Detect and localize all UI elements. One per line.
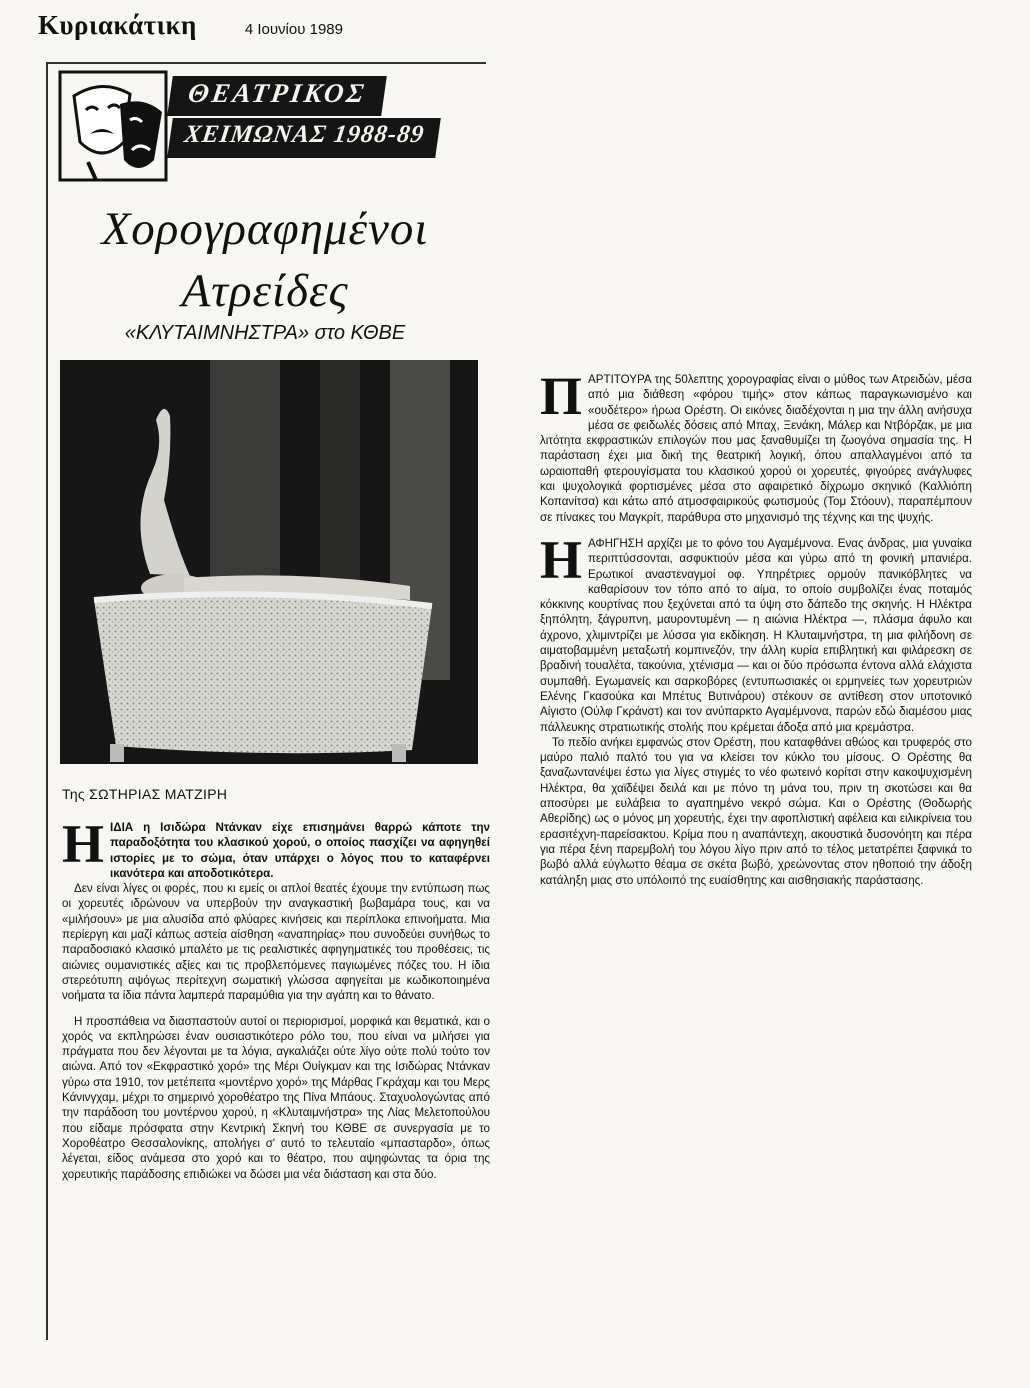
newspaper-name: Κυριακάτικη	[38, 10, 197, 40]
masthead	[38, 10, 538, 50]
drop-cap: Π	[540, 366, 583, 426]
article-paragraph: Η προσπάθεια να διασπαστούν αυτοί οι περιορισμοί, μορφικά και θεματικά, και ο χορός να εκπληρώσει έναν ουσιαστικότερο ρόλο του, που είναι να μιλήσει για πράγματα που δεν λέγονται με τα λόγια, αγκαλιάζει ούτε λίγο ούτε πολύ τούτο τον αιώνα. Από τον «Εκφραστικό χορό» της Μέρι Ουίγκμαν και της Ισιδώρας Ντάνκαν γύρω στα 1910, τον μετέπειτα «μοντέρνο χορό» της Μάρθας Γκράχαμ και του Μερς Κάνινγχαμ, μέχρι το σημερινό χοροθέατρο της Πίνα Μπάους. Σταχυολογώντας από την παράδοση του μοντέρνου χορού, η «Κλυταιμνήστρα» της Λίας Μελετοπούλου που είδαμε πρόσφατα στην Κεντρική Σκηνή του ΚΘΒΕ σε συνεργασία με το Χοροθέατρο Θεσσαλονίκης, απολήγει σ' αυτό το τελευταίο «μπασταρδο», όπως λέγεται, είδος ανάμεσα στο χορό και το θέατρο, που αψηφώντας τα όρια της χορευτικής παράδοσης επιδιώκει να δώσει μια νέα διάσταση και στα δύο.	[62, 1014, 490, 1181]
article-title-line2: Ατρείδες	[181, 265, 349, 317]
article-section	[540, 366, 972, 525]
drop-cap: Η	[62, 814, 105, 874]
byline: Της ΣΩΤΗΡΙΑΣ ΜΑΤΖΙΡΗ	[62, 786, 228, 802]
article-subtitle: «ΚΛΥΤΑΙΜΝΗΣΤΡΑ» στο ΚΘΒΕ	[124, 322, 406, 344]
column-rule-vertical	[46, 62, 48, 1340]
lead-text: ΙΔΙΑ η Ισιδώρα Ντάνκαν είχε επισημάνει θαρρώ κάποτε την παραδοξότητα του κλασικού χορού, ο οποίος πασχίζει να αφηγηθεί ιστορίες με το σώμα, όταν υπάρχει ο λόγος που το καταφέρνει ικανότερα και αποδοτικότερα.	[110, 821, 490, 880]
section-text: ΑΡΤΙΤΟΥΡΑ της 50λεπτης χορογραφίας είναι ο μύθος των Ατρειδών, μέσα από μια διάθεση «φόρου τιμής» στον κάπως παραγκωνισμένο και «ουδέτερο» ήρωα Ορέστη. Οι εικόνες διαδέχονται η μια την άλλη ανήσυχα μέσα σε φειδωλές δόσεις από Μπαχ, Ξενάκη, Μάλερ και Ντβόρζακ, με μια λιτότητα εκφραστικών επιλογών που μας ξαναθυμίζει τη ζωογόνα σημασία της. Η παράσταση έχει μια δική της θεατρική λογική, όπου απαλλαγμένοι από τα ωραιοπαθή φτερουγίσματα του κλασικού χορού οι χορευτές, φιγούρες ανάγλυφες και ψυχολογικά φορτισμένες μέσα στο αφαιρετικό δίχρωμο σκηνικό (Καλλιόπη Κοπανίτσα) και κάτω από ατμοσφαιρικούς φωτισμούς (Τομ Στόουν), παραπέμπουν σε πίνακες του Μαγκρίτ, παράθυρα στο μηχανισμό της τέχνης και της ψυχής.	[540, 373, 972, 524]
article-left-column	[62, 814, 490, 1182]
article-paragraph: Το πεδίο ανήκει εμφανώς στον Ορέστη, που καταφθάνει αθώος και τρυφερός στο μαύρο παλιό παλτό του για να κλείσει τον κύκλο του μίσους. Ο Ορέστης θα ξαναζωντανέψει έστω για λίγες στιγμές το νέο φωτεινό κορίτσι στην κακοψυχισμένη Ηλέκτρα, θα χαϊδέψει δειλά και με πόνο τη μάνα του, πριν τη σκοτώσει και θα αποσύρει με ευλάβεια το αγαπημένο νεκρό σώμα. Και ο Ορέστης (Θοδωρής Αθερίδης) ως ο μόνος μη χορευτής, έχει την αφοπλιστική αφέλεια και ειλικρίνεια του ερασιτέχνη-παρείσακτου. Κρίμα που η αναπάντεχη, ακουστικά δυσονόητη και πέρα για πέρα ξένη παρεμβολή του λόγου λίγο πριν από το τέλος μετατρέπει ξαφνικά το βωβό αλλά εύγλωττο θέαμα σε σκέτα βωβό, χρεώνοντας στον ηθοποιό την άδοξη κατάληξη μιας στο υπόλοιπό της ευαίσθητης και αισθησιακής παράστασης.	[540, 735, 972, 887]
series-title-line2: ΧΕΙΜΩΝΑΣ 1988-89	[167, 118, 440, 158]
article-title-line1: Χορογραφημένοι	[101, 203, 429, 255]
series-logo	[58, 68, 478, 186]
photo-illustration	[60, 360, 478, 764]
theatre-masks-icon	[58, 68, 170, 186]
article-right-column	[540, 366, 972, 888]
column-rule-horizontal	[46, 62, 486, 64]
series-title-line1: ΘΕΑΤΡΙΚΟΣ	[167, 76, 387, 116]
article-section	[540, 529, 972, 735]
section-text: ΑΦΗΓΗΣΗ αρχίζει με το φόνο του Αγαμέμνονα. Ενας άνδρας, μια γυναίκα περιπτύσσονται, ασφυκτιούν μέσα και γύρω από τη φονική μπανιέρα. Ερωτικοί αναστεναγμοί οφ. Υπηρέτριες ορμούν πανικόβλητες να καθαρίσουν τον τόπο από το αίμα, το οποίο συμβολίζει ένας ποταμός κόκκινης κουρτίνας που ξεχύνεται από τα ύψη στο δάπεδο της σκηνής. Η Ηλέκτρα ξηπόλητη, ξάγρυπνη, μαυροντυμένη — η αιώνια Ηλέκτρα —, πλάσμα άφυλο και άχρονο, χλιμιντρίζει με λύσσα για εκδίκηση. Η Κλυταιμνήστρα, τη μια φιλήδονη σε αιματοβαμμένη μεταξωτή κομπινεζόν, την άλλη κυρία επιβλητική και φιλάρεσκη σε βραδινή τουαλέτα, τακούνια, χτένισμα — και οι δύο πρόσωπα έντονα αλλά ελάχιστα συμπαθή. Εγωμανείς και σαρκοβόρες (εντυπωσιακές οι ερμηνείες των χορευτριών Ελένης Γκασούκα και Μπέτυς Βυτινάρου) στέκουν σε αντίθεση στον υποτονικό Αίγιστο (Ούλφ Γκράνστ) και τον ανύπαρκτο Αγαμέμνονα, παρών εδώ διαμέσου μιας πάλλευκης στρατιωτικής στολής που κρέμεται άδοξα από μια κρεμάστρα.	[540, 536, 972, 734]
article-paragraph: Δεν είναι λίγες οι φορές, που κι εμείς οι απλοί θεατές έχουμε την εντύπωση πως οι χορευτές ιδρώνουν να υπερβούν την αναγκαστική βωβαμάρα τους, και να «μιλήσουν» με μια αλυσίδα από φλύαρες κινήσεις και περίπλοκα επινοήματα. Μια περίεργη και μαζί κάπως αστεία αίσθηση «αναπηρίας» που συνοδεύει συνήθως το παραδοσιακό κλασικό μπαλέτο με τις ρεαλιστικές αφηγηματικές του προθέσεις, τις αιώνιες ουμανιστικές αξίες και τις προβλεπόμενες παγιωμένες πόζες του. Η ίδια στερεότυπη αψόγως περίτεχνη σωματική γλώσσα αφηγείται με κωδικοποιημένα νοήματα τα ίδια πάντα λαμπερά παραμύθια για την αγάπη και το θάνατο.	[62, 882, 490, 1003]
article-lead-paragraph	[62, 814, 490, 881]
dancer-in-bathtub-photo	[60, 360, 478, 764]
issue-date: 4 Ιουνίου 1989	[244, 21, 343, 38]
article-title	[50, 198, 480, 322]
drop-cap: Η	[540, 529, 583, 590]
